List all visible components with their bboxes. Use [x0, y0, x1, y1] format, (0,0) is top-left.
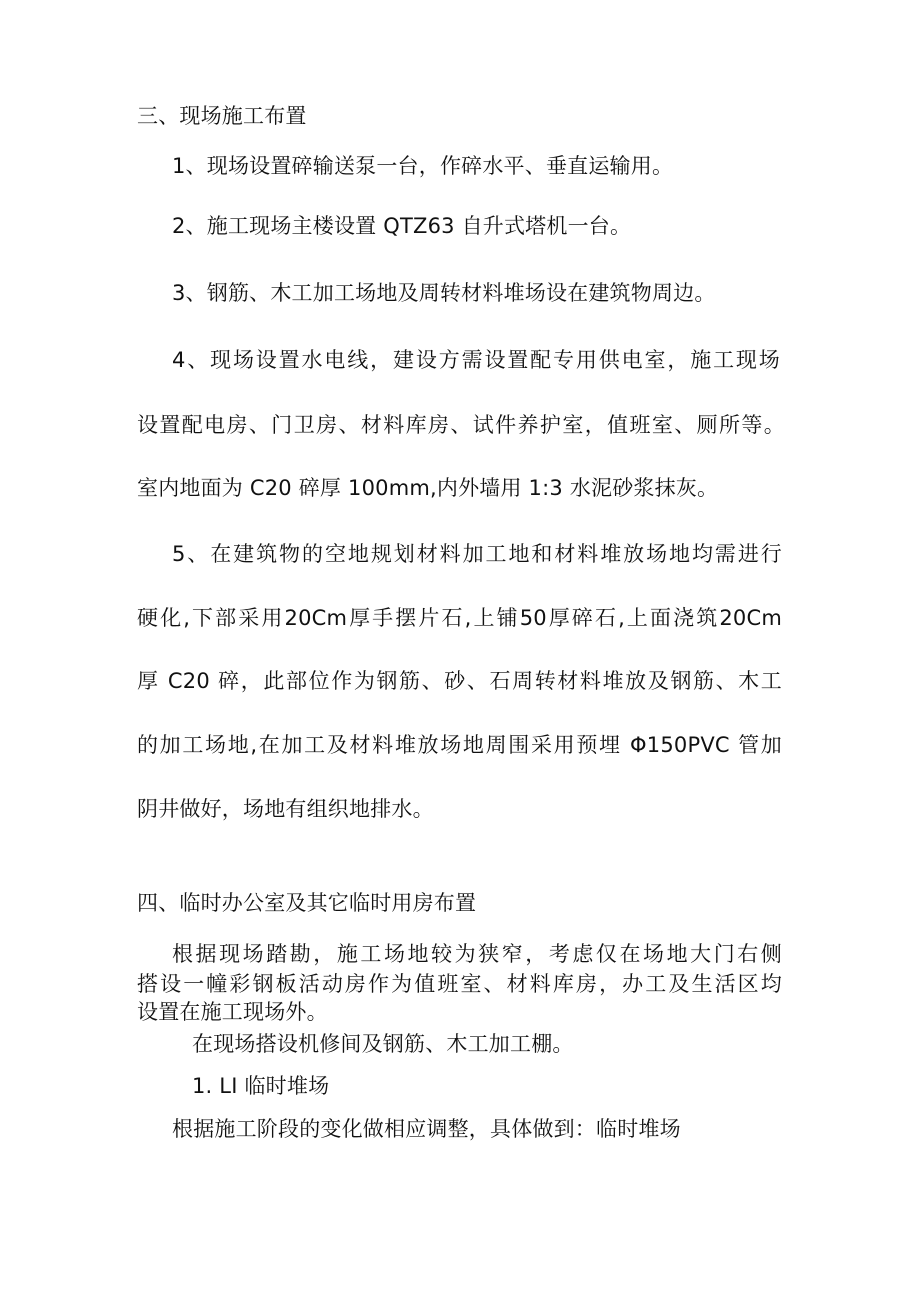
- paragraph-4-line-3: 设置在施工现场外。: [137, 1000, 328, 1024]
- paragraph-item-4-line-3: 室内地面为 C20 碎厚 100mm,内外墙用 1:3 水泥砂浆抹灰。: [137, 476, 719, 500]
- paragraph-item-5-line-5: 阴井做好，场地有组织地排水。: [137, 797, 434, 821]
- paragraph-item-3: 3、钢筋、木工加工场地及周转材料堆场设在建筑物周边。: [172, 281, 716, 305]
- paragraph-temporary-yard: 根据施工阶段的变化做相应调整，具体做到：临时堆场: [172, 1117, 681, 1141]
- paragraph-item-5-line-2: 硬化,下部采用20Cm厚手摆片石,上铺50厚碎石,上面浇筑20Cm: [137, 606, 782, 630]
- paragraph-item-5-line-3: 厚 C20 碎，此部位作为钢筋、砂、石周转材料堆放及钢筋、木工: [137, 669, 782, 693]
- paragraph-4-line-1: 根据现场踏勘，施工场地较为狭窄，考虑仅在场地大门右侧: [172, 942, 782, 966]
- section-heading-4: 四、临时办公室及其它临时用房布置: [137, 891, 477, 915]
- paragraph-item-5-line-4: 的加工场地,在加工及材料堆放场地周围采用预埋 Φ150PVC 管加: [137, 733, 782, 757]
- paragraph-item-2: 2、施工现场主楼设置 QTZ63 自升式塔机一台。: [172, 214, 632, 238]
- paragraph-4-workshop: 在现场搭设机修间及钢筋、木工加工棚。: [192, 1032, 574, 1056]
- subheading-temporary-yard: 1. LI 临时堆场: [192, 1074, 330, 1098]
- paragraph-item-5-line-1: 5、在建筑物的空地规划材料加工地和材料堆放场地均需进行: [172, 542, 782, 566]
- paragraph-4-line-2: 搭设一幢彩钢板活动房作为值班室、材料库房，办工及生活区均: [137, 972, 782, 996]
- section-heading-3: 三、现场施工布置: [137, 104, 307, 128]
- paragraph-item-4-line-1: 4、现场设置水电线，建设方需设置配专用供电室，施工现场: [172, 348, 780, 372]
- paragraph-item-1: 1、现场设置碎输送泵一台，作碎水平、垂直运输用。: [172, 154, 674, 178]
- paragraph-item-4-line-2: 设置配电房、门卫房、材料库房、试件养护室，值班室、厕所等。: [137, 413, 785, 437]
